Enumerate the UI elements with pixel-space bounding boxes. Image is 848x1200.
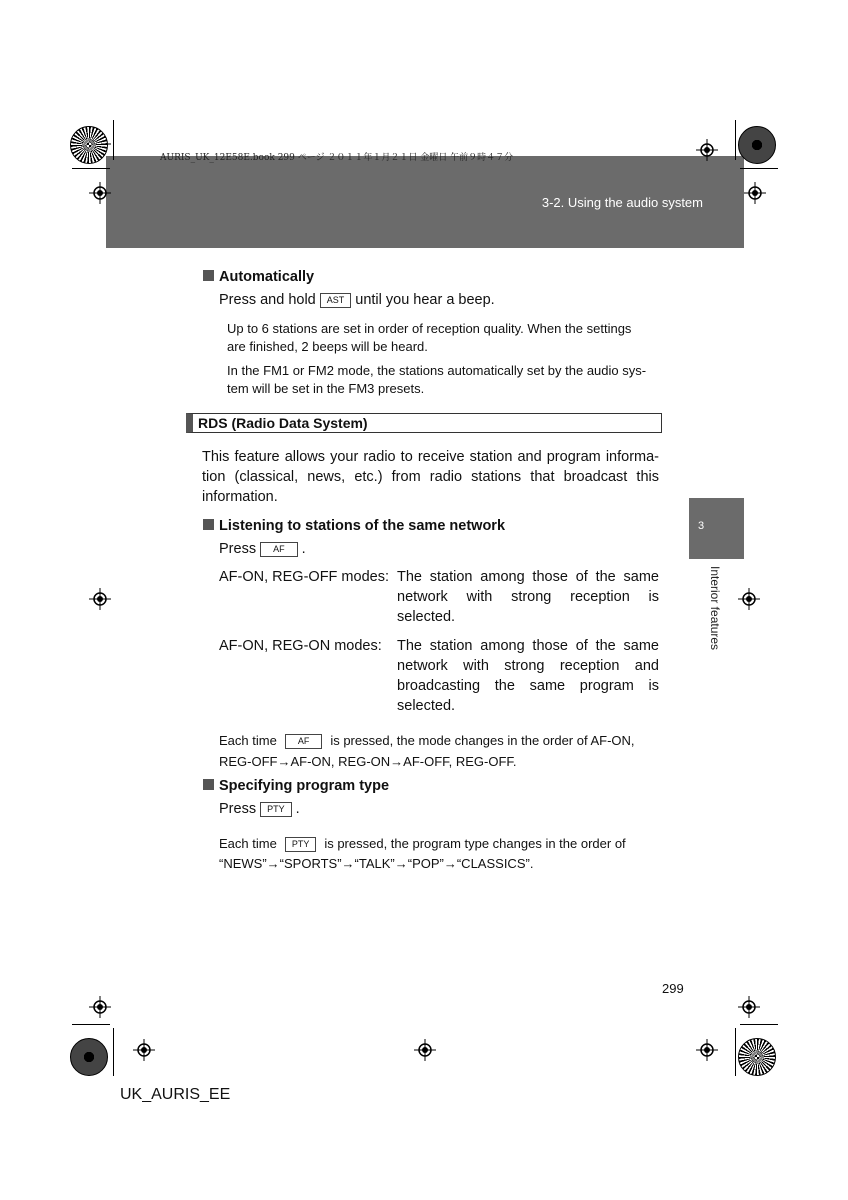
af-button-icon: AF (260, 542, 298, 557)
mode-1-label: AF-ON, REG-OFF modes: (219, 569, 389, 585)
program-type-heading: Specifying program type (203, 778, 389, 794)
automatically-instruction: Press and hold AST until you hear a beep. (219, 292, 495, 308)
registration-mark-icon (89, 996, 111, 1018)
af-button-icon: AF (285, 734, 323, 749)
automatically-note-2-line-1: In the FM1 or FM2 mode, the stations automatically set by the audio sys- (227, 363, 647, 378)
registration-mark-icon (133, 1039, 155, 1061)
registration-mark-icon (738, 996, 760, 1018)
af-cycle-line-2: REG-OFF→AF-ON, REG-ON→AF-OFF, REG-OFF. (219, 754, 517, 769)
page-number: 299 (662, 981, 684, 996)
crop-line (735, 1028, 736, 1076)
crop-line (72, 168, 110, 169)
registration-mark-icon (89, 588, 111, 610)
automatically-note-2-line-2: tem will be set in the FM3 presets. (227, 381, 425, 396)
automatically-heading: Automatically (203, 269, 314, 285)
density-wheel-icon (738, 1038, 776, 1076)
footer-code: UK_AURIS_EE (120, 1086, 231, 1103)
density-wheel-icon (738, 126, 776, 164)
density-wheel-icon (70, 126, 108, 164)
registration-mark-icon (696, 1039, 718, 1061)
mode-2-label: AF-ON, REG-ON modes: (219, 638, 382, 654)
pty-button-icon: PTY (285, 837, 317, 852)
side-tab-number: 3 (698, 520, 705, 532)
registration-mark-icon (89, 182, 111, 204)
mode-2-description: The station among those of the same network with strong reception and broadcasting the same program is selected. (397, 638, 659, 714)
ast-button-icon: AST (320, 293, 352, 308)
side-tab-label: Interior features (708, 566, 722, 651)
registration-mark-icon (414, 1039, 436, 1061)
automatically-note-1-line-1: Up to 6 stations are set in order of reception quality. When the settings (227, 321, 632, 336)
density-wheel-icon (70, 1038, 108, 1076)
print-metadata: AURIS_UK_12E58E.book 299 ページ ２０１１年１月２１日 金曜日 午前９時４７分 (160, 153, 514, 163)
crop-line (740, 168, 778, 169)
square-bullet-icon (203, 519, 214, 530)
registration-mark-icon (744, 182, 766, 204)
rds-title: RDS (Radio Data System) (198, 415, 368, 431)
square-bullet-icon (203, 270, 214, 281)
registration-mark-icon (696, 139, 718, 161)
crop-line (740, 1024, 778, 1025)
section-title: 3-2. Using the audio system (541, 195, 703, 210)
same-network-instruction: Press AF . (219, 541, 306, 557)
crop-line (113, 1028, 114, 1076)
program-type-instruction: Press PTY . (219, 801, 300, 817)
crop-line (113, 120, 114, 160)
square-bullet-icon (203, 779, 214, 790)
crop-line (72, 1024, 110, 1025)
crop-line (735, 120, 736, 160)
pty-button-icon: PTY (260, 802, 292, 817)
mode-1-description: The station among those of the same network with strong reception is selected. (397, 569, 659, 625)
same-network-heading: Listening to stations of the same network (203, 518, 505, 534)
af-cycle-line-1: Each time AF is pressed, the mode changes in the order of AF-ON, (219, 733, 635, 748)
automatically-note-1-line-2: are finished, 2 beeps will be heard. (227, 339, 428, 354)
rds-intro: This feature allows your radio to receive station and program informa-tion (classical, news, etc.) from radio stations that broadcast this information. (202, 449, 659, 505)
registration-mark-icon (738, 588, 760, 610)
pty-cycle-line-1: Each time PTY is pressed, the program type changes in the order of (219, 836, 626, 851)
pty-cycle-line-2: “NEWS”→“SPORTS”→“TALK”→“POP”→“CLASSICS”. (219, 856, 534, 871)
